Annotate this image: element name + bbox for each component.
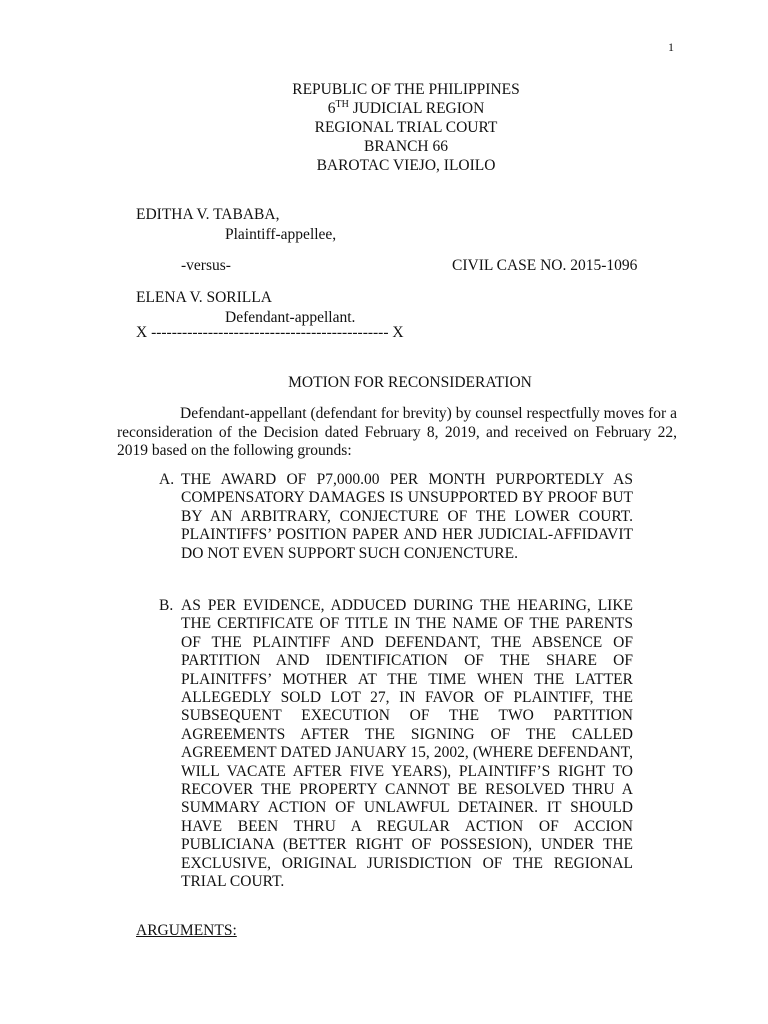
header-region-label: JUDICIAL REGION — [348, 100, 485, 117]
ground-b-letter: B. — [159, 597, 174, 614]
defendant-role: Defendant-appellant. — [225, 309, 356, 326]
header-region-number: 6 — [327, 100, 336, 117]
arguments-heading-colon: : — [232, 922, 237, 939]
plaintiff-name: EDITHA V. TABABA, — [136, 206, 280, 223]
caption-divider: X ---------------------------------------------- X — [136, 324, 404, 341]
arguments-heading — [136, 922, 237, 940]
header-republic: REPUBLIC OF THE PHILIPPINES — [292, 81, 520, 98]
header-region-ordinal-suffix: TH — [335, 98, 349, 110]
case-number: CIVIL CASE NO. 2015-1096 — [452, 257, 638, 274]
plaintiff-role: Plaintiff-appellee, — [225, 226, 337, 243]
ground-b-text: AS PER EVIDENCE, ADDUCED DURING THE HEARING, LIKE THE CERTIFICATE OF TITLE IN THE NAME OF THE PARENTS OF THE PLAINTIFF AND DEFENDANT, THE ABSENCE OF PARTITION AND IDENTIFICATION OF THE SHARE OF PLAINITFFS’ MOTHER AT THE TIME WHEN THE LATTER ALLEGEDLY SOLD LOT 27, IN FAVOR OF PLAINTIFF, THE SUBSEQUENT EXECUTION OF THE TWO PARTITION AGREEMENTS AFTER THE SIGNING OF THE CALLED AGREEMENT DATED JANUARY 15, 2002, (WHERE DEFENDANT, WILL VACATE AFTER FIVE YEARS), PLAINTIFF’S RIGHT TO RECOVER THE PROPERTY CANNOT BE RESOLVED THRU A SUMMARY ACTION OF UNLAWFUL DETAINER. IT SHOULD HAVE BEEN THRU A REGULAR ACTION OF ACCION PUBLICIANA (BETTER RIGHT OF POSSESION), UNDER THE EXCLUSIVE, ORIGINAL JURISDICTION OF THE REGIONAL TRIAL COURT. — [181, 597, 633, 891]
ground-b — [159, 597, 633, 892]
ground-a — [159, 471, 633, 563]
versus-label: -versus- — [181, 257, 231, 274]
defendant-name: ELENA V. SORILLA — [136, 289, 272, 306]
arguments-heading-label: ARGUMENTS — [136, 922, 233, 939]
header-location: BAROTAC VIEJO, ILOILO — [316, 157, 496, 174]
ground-a-text: THE AWARD OF P7,000.00 PER MONTH PURPORTEDLY AS COMPENSATORY DAMAGES IS UNSUPPORTED BY PROOF BUT BY AN ARBITRARY, CONJECTURE OF THE LOWER COURT. PLAINTIFFS’ POSITION PAPER AND HER JUDICIAL-AFFIDAVIT DO NOT EVEN SUPPORT SUCH CONJENCTURE. — [181, 471, 633, 562]
motion-title: MOTION FOR RECONSIDERATION — [288, 374, 532, 391]
court-header — [0, 80, 768, 175]
header-judicial-region — [0, 99, 768, 118]
header-branch: BRANCH 66 — [364, 138, 448, 155]
ground-a-letter: A. — [159, 471, 175, 488]
intro-paragraph: Defendant-appellant (defendant for brevity) by counsel respectfully moves for a reconsideration of the Decision dated February 8, 2019, and received on February 22, 2019 based on the following grounds: — [117, 405, 677, 459]
page-number: 1 — [668, 40, 674, 54]
header-court: REGIONAL TRIAL COURT — [314, 119, 498, 136]
